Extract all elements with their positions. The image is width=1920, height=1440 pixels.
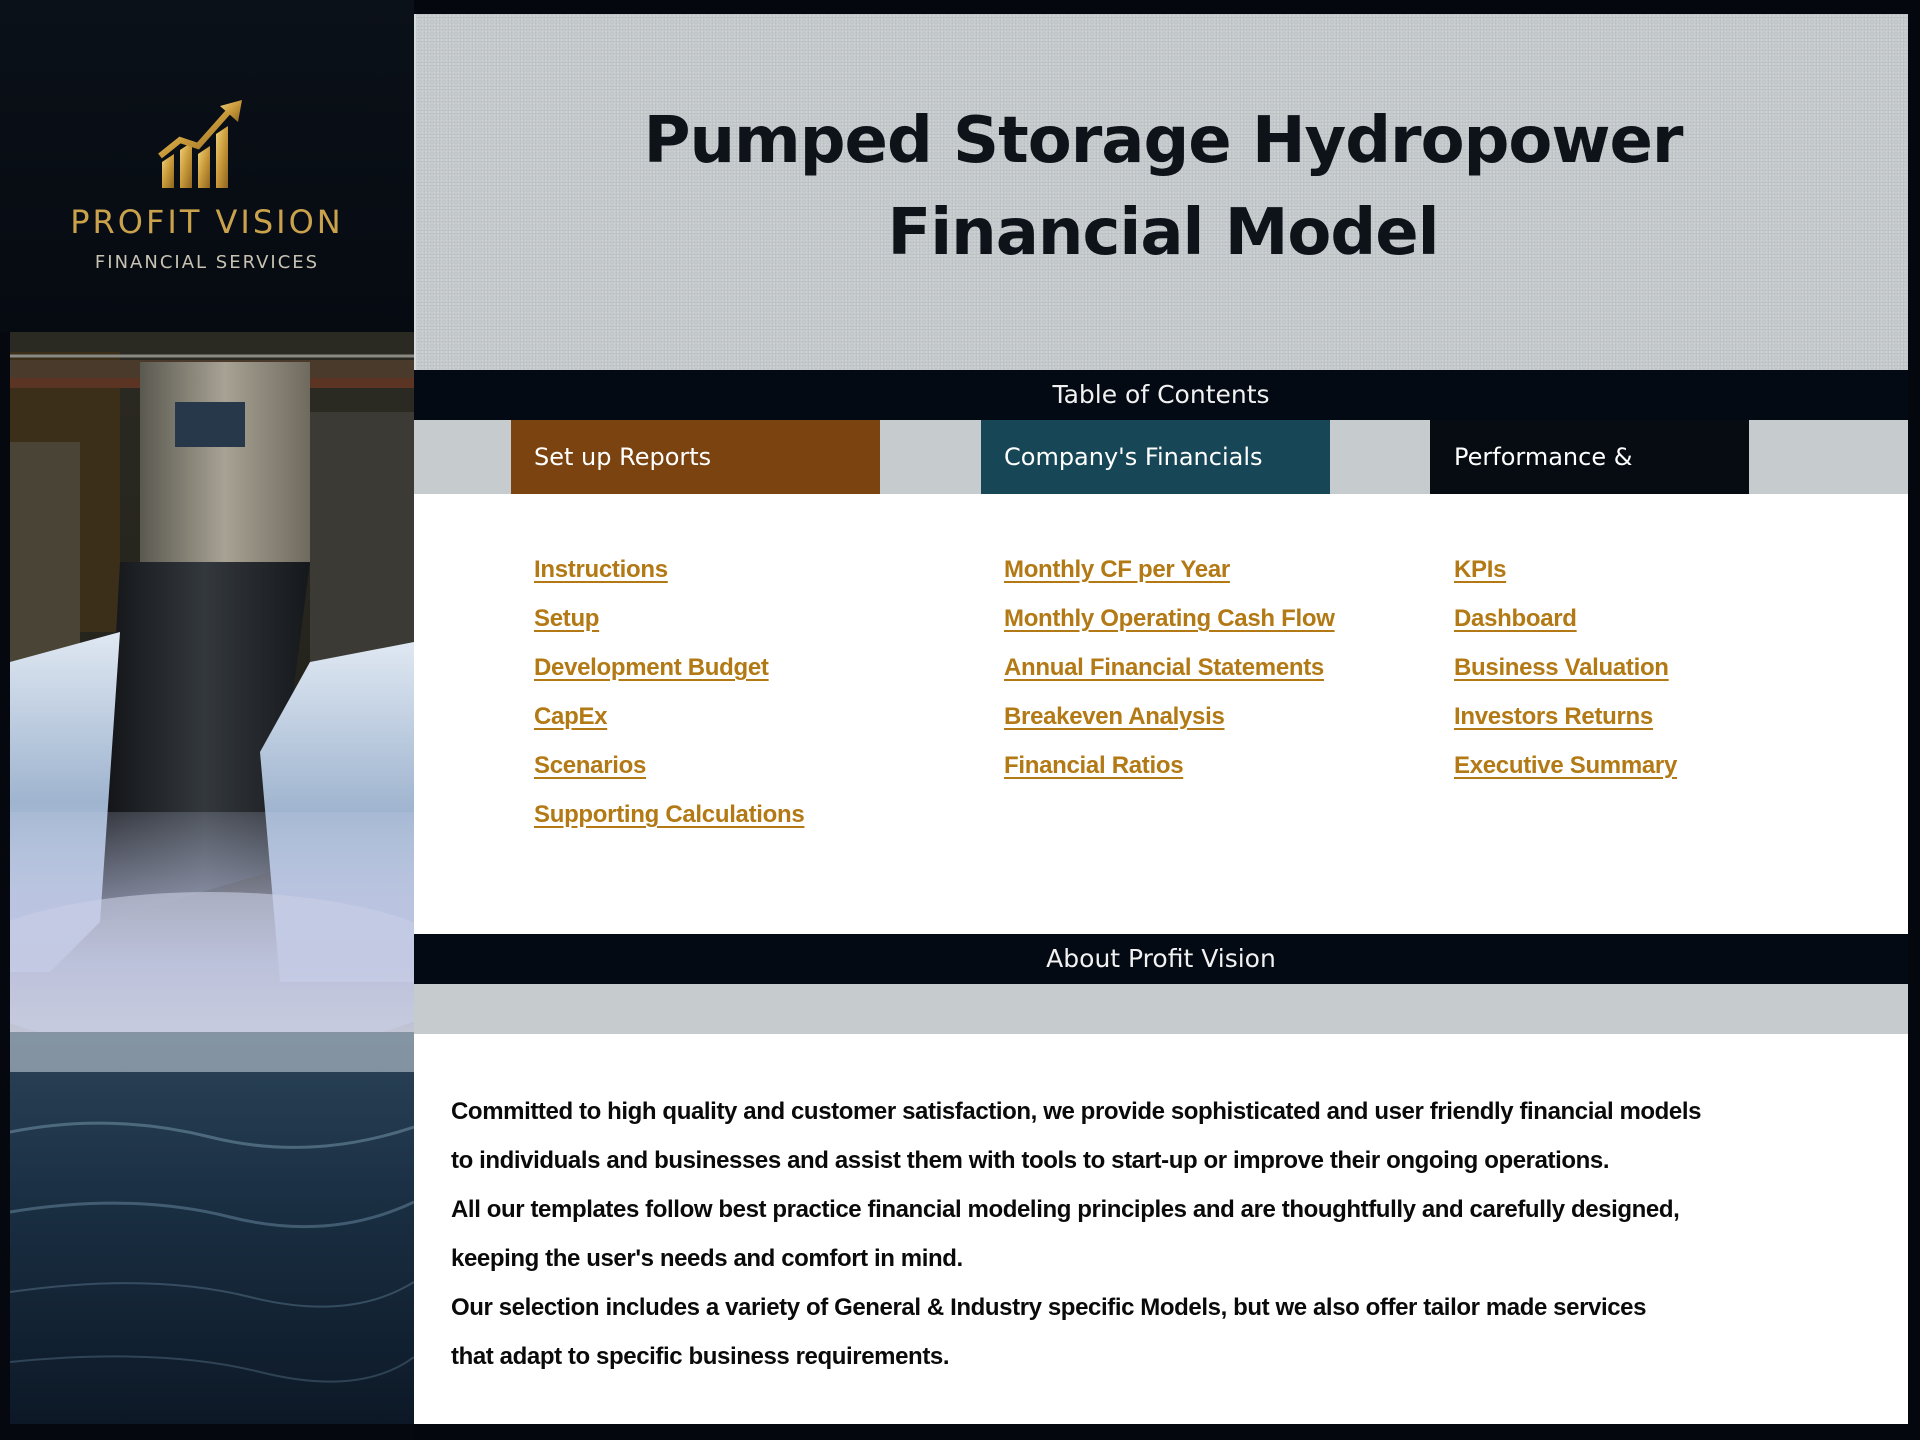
- link-setup[interactable]: Setup: [534, 605, 600, 632]
- link-dashboard[interactable]: Dashboard: [1454, 605, 1577, 632]
- tab-companys-financials[interactable]: Company's Financials: [981, 420, 1330, 494]
- link-kpis[interactable]: KPIs: [1454, 556, 1507, 583]
- link-instructions[interactable]: Instructions: [534, 556, 668, 583]
- link-monthly-operating-cash-flow[interactable]: Monthly Operating Cash Flow: [1004, 605, 1335, 632]
- logo-block: [0, 0, 414, 332]
- link-breakeven-analysis[interactable]: Breakeven Analysis: [1004, 703, 1225, 730]
- link-financial-ratios[interactable]: Financial Ratios: [1004, 752, 1184, 779]
- link-capex[interactable]: CapEx: [534, 703, 608, 730]
- companys-financials-links: [1004, 556, 1335, 801]
- brand-tagline: FINANCIAL SERVICES: [94, 252, 320, 273]
- performance-valuation-links: [1454, 556, 1677, 801]
- about-body: [414, 1034, 1908, 1424]
- link-executive-summary[interactable]: Executive Summary: [1454, 752, 1678, 779]
- about-divider-strip: [414, 984, 1908, 1034]
- title-block: [414, 14, 1908, 370]
- brand-name: PROFIT VISION: [70, 203, 344, 241]
- link-monthly-cf-per-year[interactable]: Monthly CF per Year: [1004, 556, 1230, 583]
- link-scenarios[interactable]: Scenarios: [534, 752, 647, 779]
- about-text: [451, 1098, 1701, 1392]
- sidebar: [0, 0, 414, 1440]
- toc-links-area: [414, 494, 1908, 934]
- link-development-budget[interactable]: Development Budget: [534, 654, 769, 681]
- link-supporting-calculations[interactable]: Supporting Calculations: [534, 801, 805, 828]
- main-panel: [414, 14, 1908, 1424]
- link-business-valuation[interactable]: Business Valuation: [1454, 654, 1669, 681]
- about-line: Our selection includes a variety of General & Industry specific Models, but we also offer tailor made services: [451, 1294, 1647, 1321]
- tab-performance-valuation[interactable]: Performance &: [1430, 420, 1749, 494]
- page-title-line-1: Pumped Storage Hydropower: [643, 104, 1683, 178]
- link-investors-returns[interactable]: Investors Returns: [1454, 703, 1653, 730]
- link-annual-financial-statements[interactable]: Annual Financial Statements: [1004, 654, 1324, 681]
- about-line: that adapt to specific business requirements.: [451, 1343, 950, 1370]
- rising-bar-chart-arrow-icon: [158, 100, 244, 190]
- page-title-line-2: Financial Model: [887, 196, 1439, 270]
- about-header: About Profit Vision: [414, 934, 1908, 984]
- about-line: keeping the user's needs and comfort in mind.: [451, 1245, 963, 1272]
- about-line: All our templates follow best practice financial modeling principles and are thoughtfully and carefully designed,: [451, 1196, 1680, 1223]
- toc-header: Table of Contents: [414, 370, 1908, 420]
- about-line: Committed to high quality and customer satisfaction, we provide sophisticated and user friendly financial models: [451, 1098, 1702, 1125]
- about-line: to individuals and businesses and assist them with tools to start-up or improve their ongoing operations.: [451, 1147, 1610, 1174]
- setup-reports-links: [534, 556, 804, 850]
- tab-setup-reports[interactable]: Set up Reports: [511, 420, 880, 494]
- toc-section-tabs: [414, 420, 1908, 494]
- hydropower-dam-waterfall-photo: [10, 332, 414, 1424]
